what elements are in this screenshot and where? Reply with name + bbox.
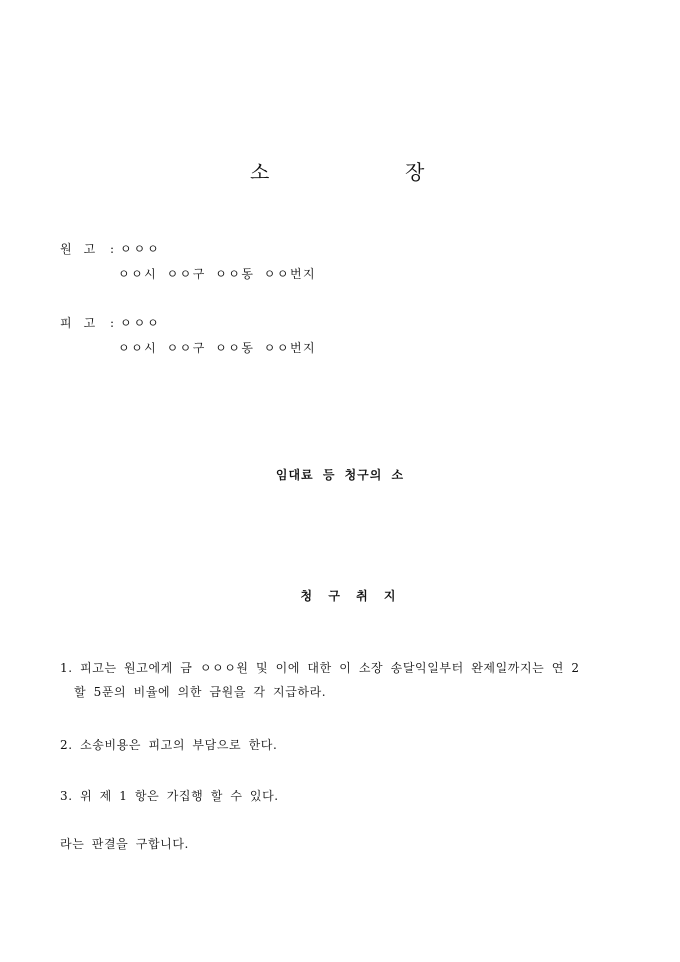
defendant-role: 피고 (60, 316, 108, 330)
plaintiff-colon: : (110, 242, 115, 256)
closing-sentence: 라는 판결을 구합니다. (60, 837, 189, 851)
document-title-left: 소 (250, 160, 270, 184)
claim-item-2-line1: 2. 소송비용은 피고의 부담으로 한다. (60, 738, 278, 752)
defendant-name: ㅇㅇㅇ (120, 316, 161, 330)
claim-item-1-line1: 1. 피고는 원고에게 금 ㅇㅇㅇ원 및 이에 대한 이 소장 송달익일부터 완제일까지는 연 2 (60, 661, 580, 675)
claim-heading: 청 구 취 지 (300, 589, 396, 603)
defendant-colon: : (110, 316, 115, 330)
document-title (0, 156, 680, 186)
plaintiff-name: ㅇㅇㅇ (120, 242, 161, 256)
defendant-block (60, 316, 316, 355)
plaintiff-role: 원고 (60, 242, 108, 256)
claim-item-3 (60, 784, 630, 808)
claim-item-2 (60, 733, 630, 757)
claim-item-1 (60, 656, 630, 704)
claim-item-3-line1: 3. 위 제 1 항은 가집행 할 수 있다. (60, 789, 279, 803)
defendant-address: ㅇㅇ시 ㅇㅇ구 ㅇㅇ동 ㅇㅇ번지 (118, 341, 317, 355)
plaintiff-address: ㅇㅇ시 ㅇㅇ구 ㅇㅇ동 ㅇㅇ번지 (118, 267, 317, 281)
case-title: 임대료 등 청구의 소 (275, 468, 405, 482)
plaintiff-block (60, 242, 316, 281)
claim-item-1-line2: 할 5푼의 비율에 의한 금원을 각 지급하라. (74, 685, 327, 699)
document-title-right: 장 (405, 160, 425, 184)
